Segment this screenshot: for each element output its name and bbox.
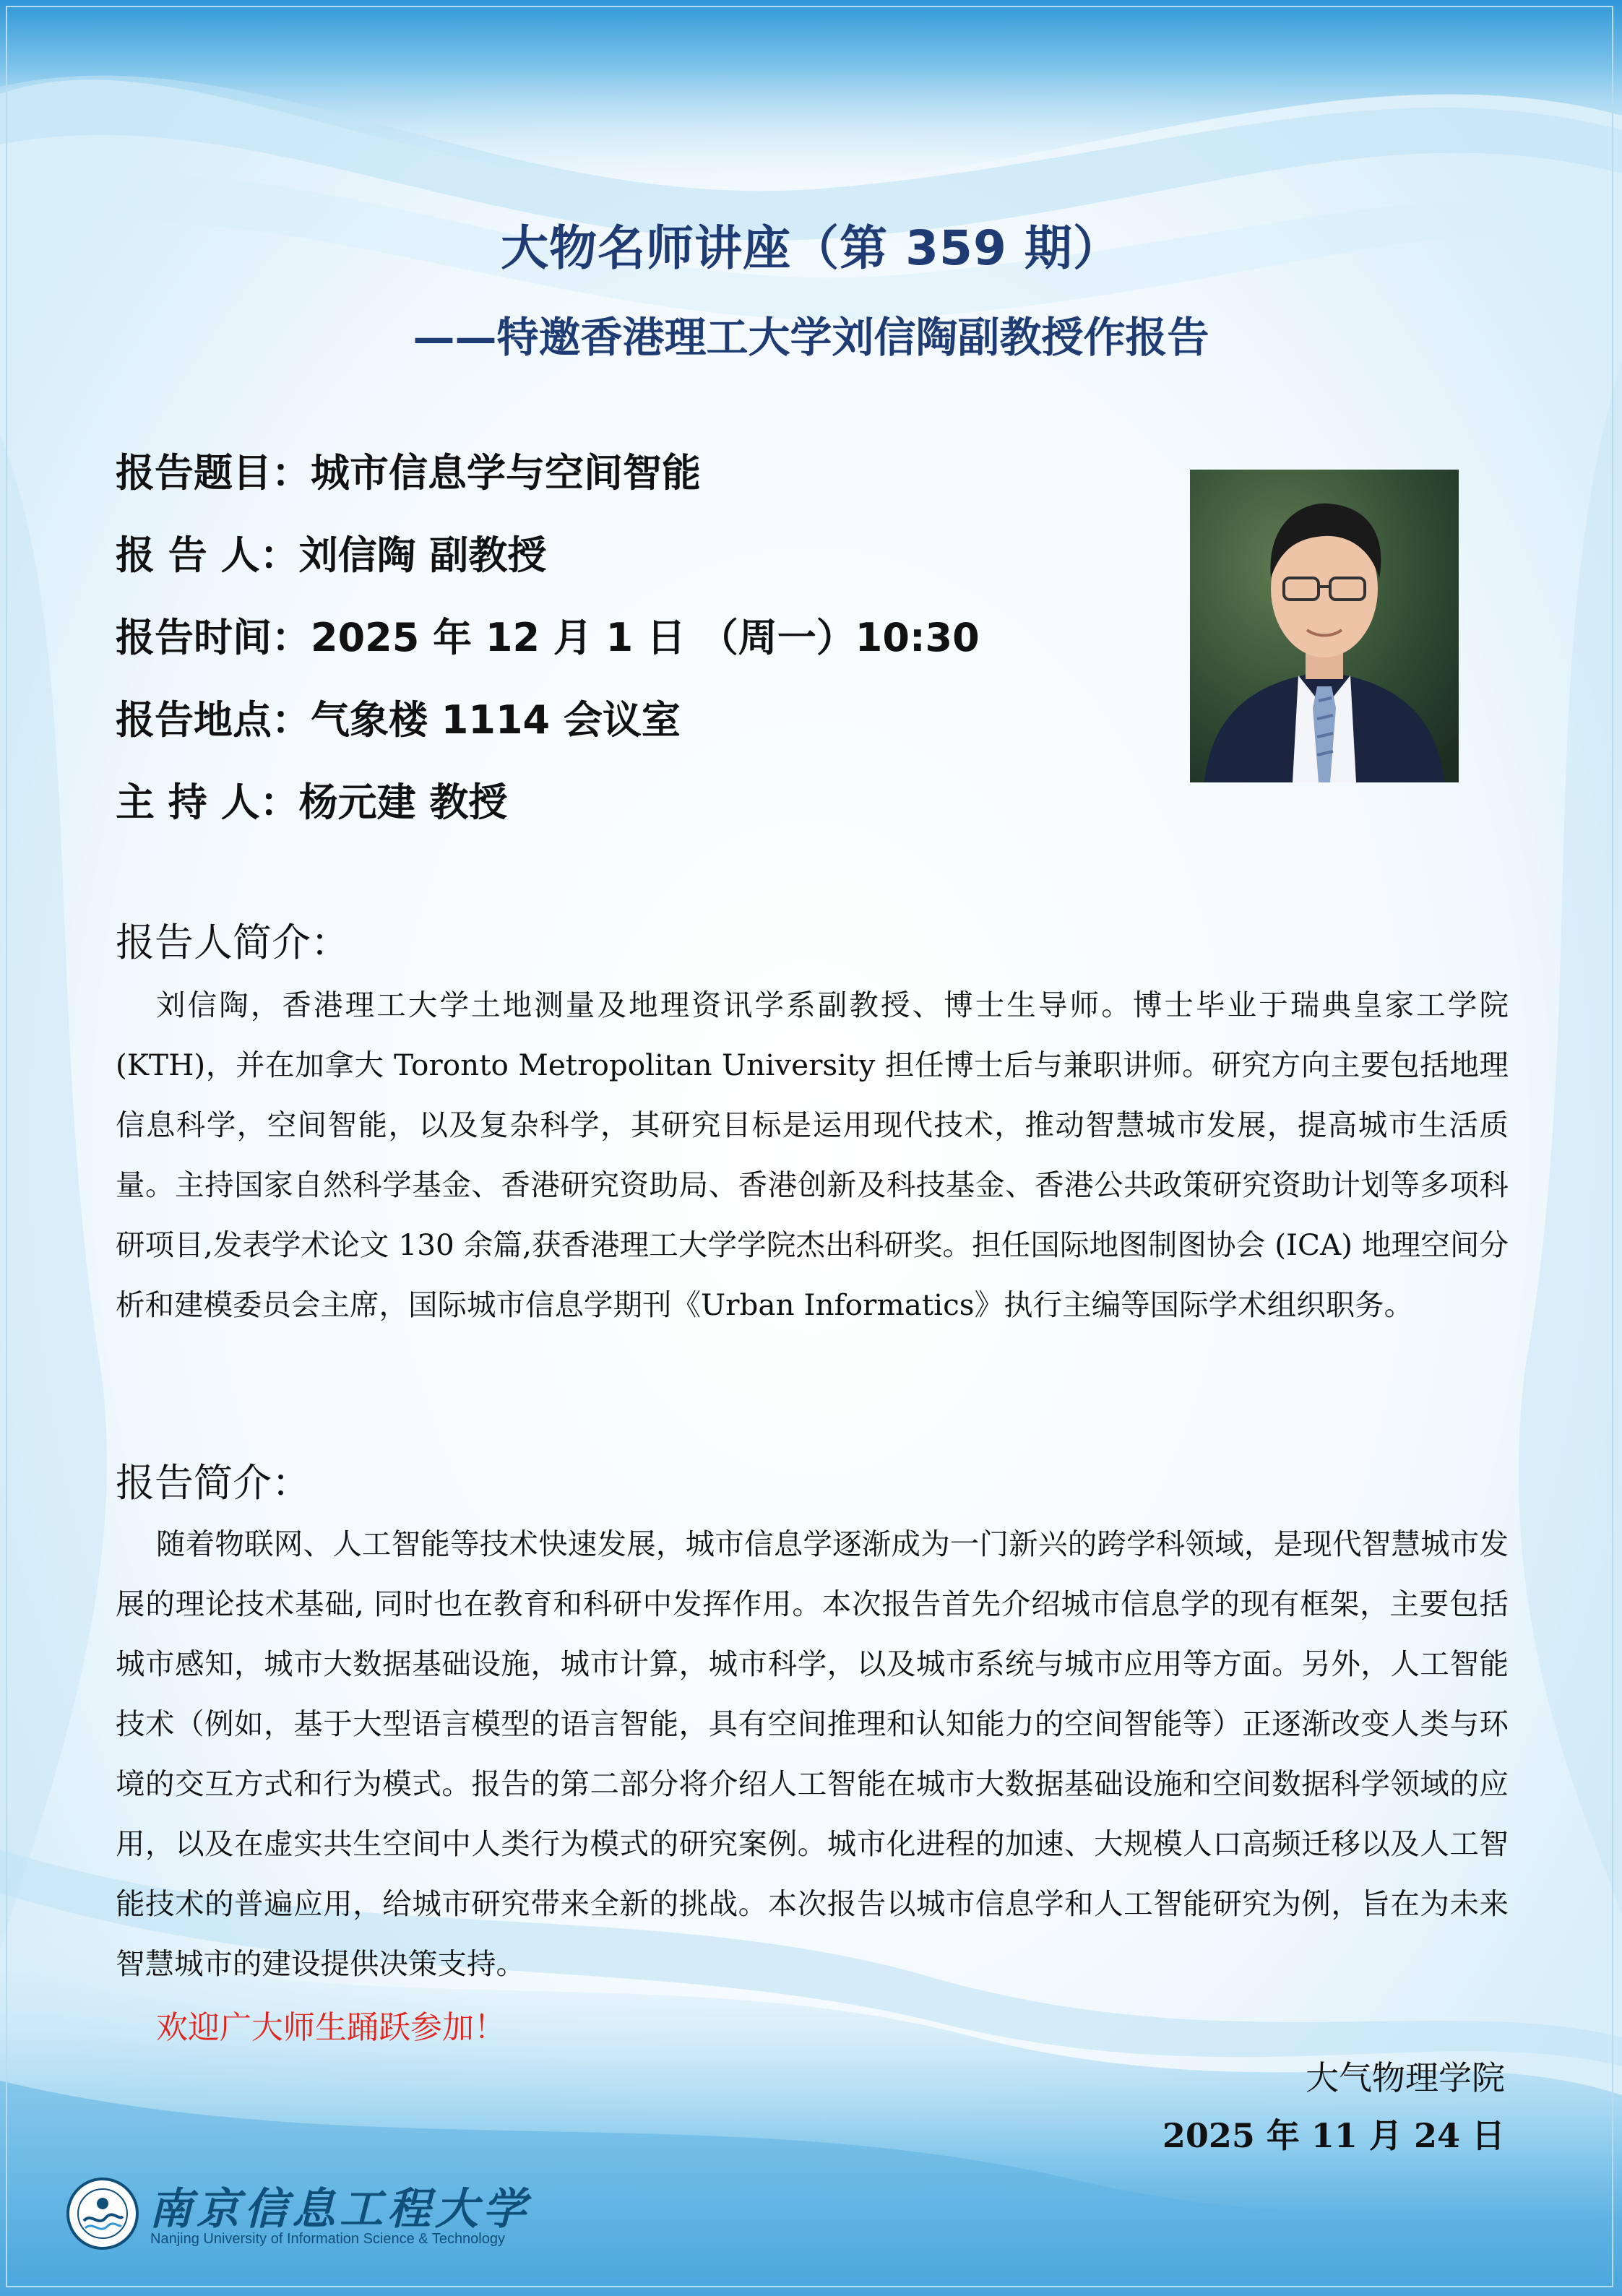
lecture-title: 大物名师讲座（第 359 期）: [501, 220, 1121, 276]
topic-label: 报告题目：: [116, 450, 311, 496]
info-location: [116, 689, 681, 745]
location-value: 气象楼 1114 会议室: [311, 697, 681, 743]
welcome-text: 欢迎广大师生踊跃参加！: [156, 2009, 506, 2046]
bio-heading: 报告人简介：: [116, 920, 350, 965]
lecture-subtitle: ——特邀香港理工大学刘信陶副教授作报告: [413, 313, 1209, 362]
info-host: [116, 772, 507, 827]
bio-text: 刘信陶，香港理工大学土地测量及地理资讯学系副教授、博士生导师。博士毕业于瑞典皇家工学院(KTH)，并在加拿大 Toronto Metropolitan University 担任博士后与兼职讲师。研究方向主要包括地理信息科学，空间智能，以及复杂科学，其研究目标是运用现代技术，推动智慧城市发展，提高城市生活质量。主持国家自然科学基金、香港研究资助局、香港创新及科技基金、香港公共政策研究资助计划等多项科研项目,发表学术论文 130 余篇,获香港理工大学学院杰出科研奖。担任国际地图制图协会 (ICA) 地理空间分析和建模委员会主席，国际城市信息学期刊《Urban Informatics》执行主编等国际学术组织职务。: [116, 988, 1509, 1322]
speaker-label: 报 告 人：: [116, 532, 299, 578]
speaker-portrait-icon: [1190, 470, 1459, 782]
abstract-heading: 报告简介：: [116, 1460, 311, 1506]
host-label: 主 持 人：: [116, 780, 299, 825]
time-label: 报告时间：: [116, 615, 311, 660]
location-label: 报告地点：: [116, 697, 311, 743]
host-value: 杨元建 教授: [298, 780, 508, 825]
info-time: [116, 607, 980, 663]
university-seal-icon: [65, 2176, 140, 2251]
topic-value: 城市信息学与空间智能: [311, 450, 701, 496]
time-value: 2025 年 12 月 1 日 （周一）10:30: [311, 615, 980, 660]
university-name-en: Nanjing University of Information Science & Technology: [150, 2231, 505, 2247]
university-name-cn: 南京信息工程大学: [149, 2184, 530, 2235]
issue-date: 2025 年 11 月 24 日: [1162, 2116, 1505, 2155]
organizer: 大气物理学院: [1306, 2058, 1505, 2097]
speaker-value: 刘信陶 副教授: [298, 532, 547, 578]
info-speaker: [116, 525, 546, 580]
info-topic: [116, 442, 701, 498]
abstract-text: 随着物联网、人工智能等技术快速发展，城市信息学逐渐成为一门新兴的跨学科领域，是现代智慧城市发展的理论技术基础, 同时也在教育和科研中发挥作用。本次报告首先介绍城市信息学的现有框架，主要包括城市感知，城市大数据基础设施，城市计算，城市科学，以及城市系统与城市应用等方面。另外，人工智能技术（例如，基于大型语言模型的语言智能，具有空间推理和认知能力的空间智能等）正逐渐改变人类与环境的交互方式和行为模式。报告的第二部分将介绍人工智能在城市大数据基础设施和空间数据科学领域的应用，以及在虚实共生空间中人类行为模式的研究案例。城市化进程的加速、大规模人口高频迁移以及人工智能技术的普遍应用，给城市研究带来全新的挑战。本次报告以城市信息学和人工智能研究为例，旨在为未来智慧城市的建设提供决策支持。: [116, 1527, 1509, 1981]
